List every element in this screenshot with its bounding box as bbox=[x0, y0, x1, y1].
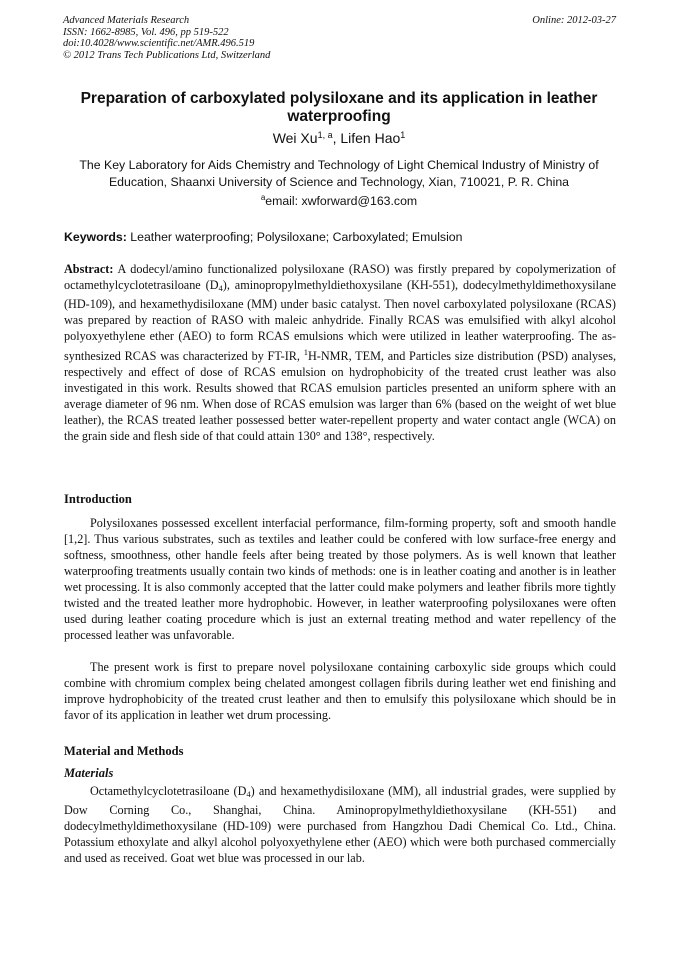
superscript: 1 bbox=[303, 347, 308, 357]
abstract-text: ), aminopropylmethyldiethoxysilane (KH-551), dodecylmethyldimethoxysilane (HD-109), and hexamethydisiloxane (MM) under basic catalyst. Then novel carboxylated polysiloxane (RCAS) was prepared by reaction of RASO with maleic anhydride. Finally RCAS was emulsified with alkyl alcohol polyoxyethylene ether (AEO) to form RCAS emulsions which were utilized in leather waterproofing. The as-synthesized RCAS was characterized by FT-IR, bbox=[64, 278, 616, 363]
abstract-text: A dodecyl/amino functionalized polysiloxane (RASO) was firstly prepared by copolymerization of octamethylcyclotetrasiloane (D bbox=[64, 262, 616, 292]
affiliation: The Key Laboratory for Aids Chemistry and Technology of Light Chemical Industry of Ministry of Education, Shaanxi University of Science and Technology, Xian, 710021, P. R. China bbox=[79, 158, 599, 189]
keywords-text: Leather waterproofing; Polysiloxane; Carboxylated; Emulsion bbox=[126, 230, 463, 244]
email-address: email: xwforward@163.com bbox=[265, 194, 418, 208]
section-heading-methods: Material and Methods bbox=[64, 744, 184, 758]
keywords-label: Keywords: bbox=[64, 230, 127, 244]
doi-line: doi:10.4028/www.scientific.net/AMR.496.519 bbox=[63, 38, 255, 50]
contact-email bbox=[0, 193, 678, 208]
subscript: 4 bbox=[218, 283, 223, 293]
journal-name: Advanced Materials Research bbox=[63, 15, 190, 26]
materials-text: ) and hexamethydisiloxane (MM), all industrial grades, were supplied by Dow Corning Co., Shanghai, China. Aminopropylmethyldiethoxysilane (KH-551) and dodecylmethyldimethoxysilane (HD-109) were purchased from Hangzhou Dadi Chemical Co. Ltd., China. Potassium ethoxylate and alkyl alcohol polyoxyethylene ether (AEO) which were both purchased commercially and used as received. Goat wet blue was processed in our lab. bbox=[64, 784, 617, 865]
author-name: Lifen Hao bbox=[340, 130, 401, 146]
email-mark: a bbox=[260, 193, 266, 202]
author-affiliation-mark: 1, a bbox=[317, 130, 333, 140]
author-separator: , bbox=[332, 130, 341, 146]
author-affiliation-mark: 1 bbox=[400, 130, 406, 140]
online-date: Online: 2012-03-27 bbox=[532, 15, 616, 26]
author-name: Wei Xu bbox=[272, 130, 318, 146]
introduction-paragraph: Polysiloxanes possessed excellent interfacial performance, film-forming property, soft and smooth handle [1,2]. Thus various substrates, such as textiles and leather could be confered with low surface-free energy and softness, smoothness, other handle feels after being treated by those polymers. As is well known that leather waterproofing treatments usually contain two kinds of methods: one is in leather coating and another is in leather wet processing. It is also commonly accepted that the latter could make polymers and leather fibrils more tightly twisted and the treated leather more hydrophobic. However, in leather waterproofing polysiloxanes were often used during leather coating procedure which is just an external treating method and water repellency of the processed leather was unfavorable. bbox=[64, 516, 616, 642]
introduction-paragraph: The present work is first to prepare novel polysiloxane containing carboxylic side groups which could combine with chromium complex being chelated amongest collagen fibrils during leather wet end finishing and improve hydrophobicity of the treated crust leather and then to emulsify this polysiloxane which should be in favor of its application in leather wet drum processing. bbox=[64, 660, 616, 722]
abstract-text: H-NMR, TEM, and Particles size distribution (PSD) analyses, respectively and effect of dose of RCAS emulsion on hydrophobicity of the treated crust leather was also investigated in this work. Results showed that RCAS emulsion particles presented an uniform sphere with an average diameter of 96 nm. When dose of RCAS emulsion was larger than 6% (based on the weight of wet blue leather), the RCAS treated leather possessed better water-repellent property and water contact angle (WCA) on the grain side and flesh side of that could attain 130° and 138°, respectively. bbox=[64, 349, 616, 443]
subscript: 4 bbox=[246, 789, 251, 799]
author-line bbox=[0, 130, 678, 146]
abstract-label: Abstract: bbox=[64, 262, 114, 276]
section-heading-introduction: Introduction bbox=[64, 492, 132, 506]
copyright-line: © 2012 Trans Tech Publications Ltd, Switzerland bbox=[63, 49, 271, 61]
running-header bbox=[63, 15, 616, 61]
issn-line: ISSN: 1662-8985, Vol. 496, pp 519-522 bbox=[63, 26, 229, 38]
paper-title: Preparation of carboxylated polysiloxane and its application in leather waterproofing bbox=[80, 90, 598, 125]
materials-text: Octamethylcyclotetrasiloane (D bbox=[90, 784, 247, 798]
abstract bbox=[64, 261, 616, 444]
materials-paragraph bbox=[64, 783, 616, 866]
keywords bbox=[64, 230, 616, 244]
subsection-heading-materials: Materials bbox=[64, 766, 114, 780]
